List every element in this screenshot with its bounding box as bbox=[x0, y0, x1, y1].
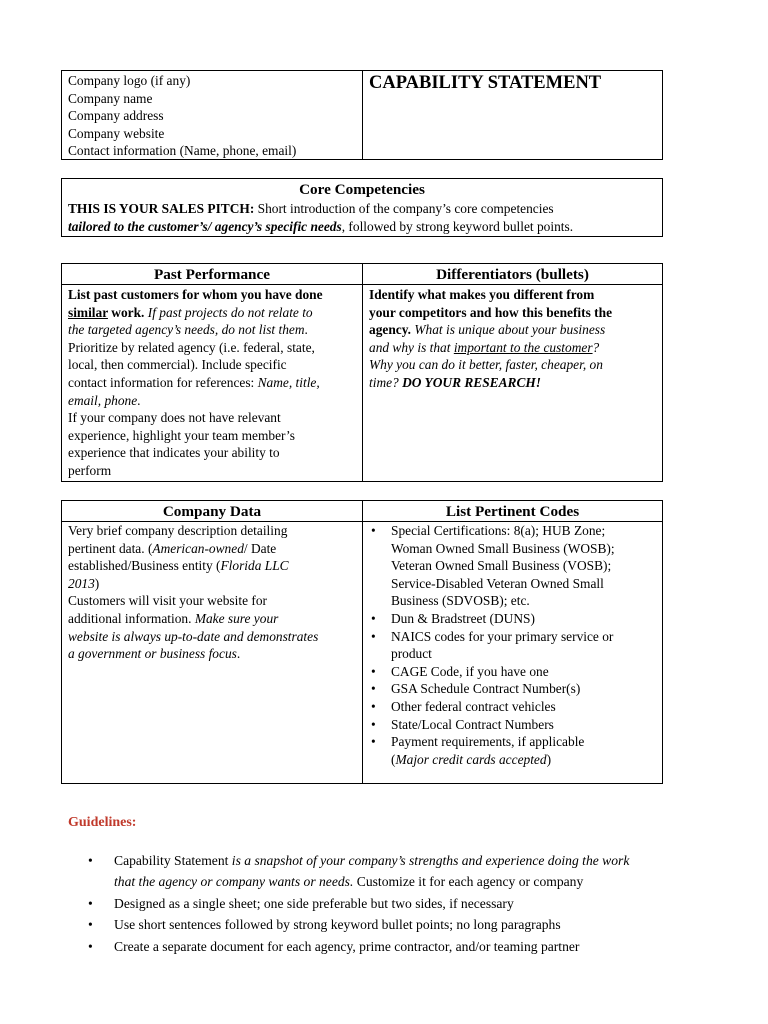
list-item: • CAGE Code, if you have one bbox=[369, 663, 656, 681]
company-name-line: Company name bbox=[68, 90, 153, 106]
differentiators-body: Identify what makes you different from your competitors and how this benefits the agency. What is unique about your business and why is that important to the customer? Why you can do it better, faster, cheaper, on time? DO YOUR RESEARCH! bbox=[369, 287, 613, 390]
core-competencies-heading: Core Competencies bbox=[299, 181, 425, 198]
contact-info-line: Contact information (Name, phone, email) bbox=[68, 143, 297, 159]
company-address-line: Company address bbox=[68, 108, 164, 124]
differentiators-heading: Differentiators (bullets) bbox=[436, 266, 589, 283]
sales-pitch-label: THIS IS YOUR SALES PITCH: bbox=[68, 201, 255, 216]
performance-header-rule bbox=[61, 284, 663, 285]
list-item: • GSA Schedule Contract Number(s) bbox=[369, 680, 656, 698]
list-item: • Dun & Bradstreet (DUNS) bbox=[369, 610, 656, 628]
pertinent-codes-list bbox=[369, 522, 656, 768]
list-item: • Special Certifications: 8(a); HUB Zone; Woman Owned Small Business (WOSB); Veteran Owned Small Business (VOSB); Service-Disabled Veteran Owned Small Business (SDVOSB); etc. bbox=[369, 522, 656, 610]
do-your-research-text: DO YOUR RESEARCH! bbox=[402, 374, 542, 390]
pertinent-codes-body bbox=[363, 522, 662, 768]
company-website-line: Company website bbox=[68, 125, 165, 141]
past-performance-body: List past customers for whom you have done similar work. If past projects do not relate to the targeted agency’s needs, do not list them. Prioritize by related agency (i.e. federal, state, local, then commercial). Include specific contact information for references: Name, title, email, phone. If your company does not have relevant experience, highlight your team member’s experience that indicates your ability to perform bbox=[68, 287, 323, 478]
capability-title: CAPABILITY STATEMENT bbox=[369, 73, 602, 93]
list-item: • Capability Statement is a snapshot of your company’s strengths and experience doing the work that the agency or company wants or needs. Customize it for each agency or company bbox=[88, 850, 708, 893]
list-item: • Other federal contract vehicles bbox=[369, 698, 656, 716]
list-item: • Create a separate document for each agency, prime contractor, and/or teaming partner bbox=[88, 936, 708, 957]
core-competencies-body: THIS IS YOUR SALES PITCH: Short introduction of the company’s core competencies tailored to the customer’s/ agency’s specific needs, followed by strong keyword bullet points. bbox=[68, 201, 574, 234]
list-item: • Use short sentences followed by strong keyword bullet points; no long paragraphs bbox=[88, 914, 708, 935]
past-performance-heading: Past Performance bbox=[154, 266, 270, 283]
list-item: • NAICS codes for your primary service or product bbox=[369, 628, 656, 663]
company-data-body: Very brief company description detailing pertinent data. (American-owned/ Date established/Business entity (Florida LLC 2013) Customers will visit your website for additional information. Make sure your website is always up-to-date and demonstrates a government or business focus. bbox=[68, 523, 319, 662]
company-data-heading: Company Data bbox=[162, 503, 262, 520]
list-item: • State/Local Contract Numbers bbox=[369, 716, 656, 734]
company-info-cell bbox=[62, 72, 362, 160]
guidelines-list bbox=[88, 850, 708, 957]
guidelines-heading: Guidelines: bbox=[68, 815, 137, 830]
list-item: • Designed as a single sheet; one side preferable but two sides, if necessary bbox=[88, 893, 708, 914]
company-logo-line: Company logo (if any) bbox=[68, 73, 191, 88]
pertinent-codes-heading: List Pertinent Codes bbox=[445, 503, 580, 520]
list-item: • Payment requirements, if applicable (Major credit cards accepted) bbox=[369, 733, 656, 768]
tailored-needs-text: tailored to the customer’s/ agency’s specific needs bbox=[68, 218, 342, 234]
